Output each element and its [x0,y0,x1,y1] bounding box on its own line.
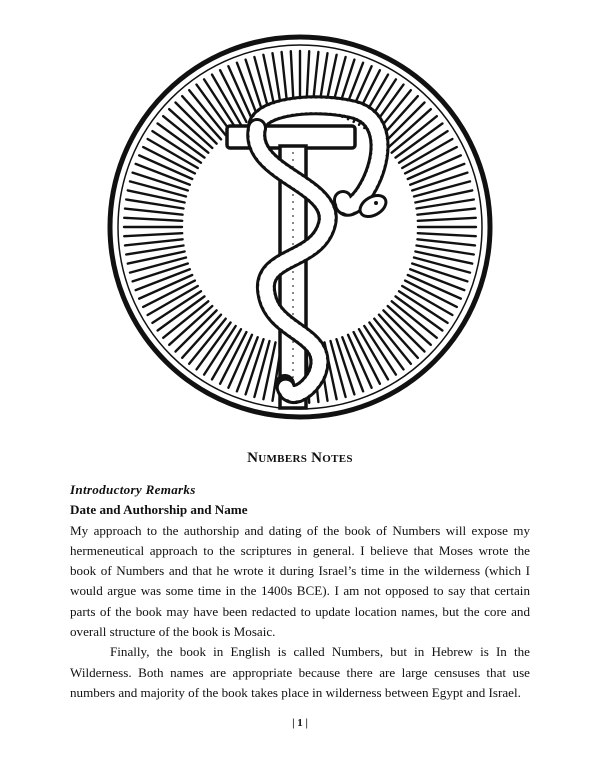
page-title: Numbers Notes [247,450,353,466]
paragraph-2: Finally, the book in English is called Numbers, but in Hebrew is In the Wilderness. Both names are appropriate because there are large censuses that use numbers and majority of the book takes place in wilderness between Egypt and Israel. [70,644,530,700]
serpent-staff-emblem [107,34,493,420]
document-body [70,480,530,703]
paragraph-1: My approach to the authorship and dating of the book of Numbers will expose my hermeneutical approach to the scriptures in general. I believe that Moses wrote the book of Numbers and that he wrote it during Israel’s time in the wilderness (which I would argue was some time in the 1400s BCE). I am not opposed to say that certain parts of the book may have been redacted to update location names, but the core and overall structure of the book is Mosaic. [70,522,530,640]
section-heading: Introductory Remarks [70,482,196,497]
page-number: | 1 | [292,717,308,729]
subsection-heading: Date and Authorship and Name [70,502,248,518]
